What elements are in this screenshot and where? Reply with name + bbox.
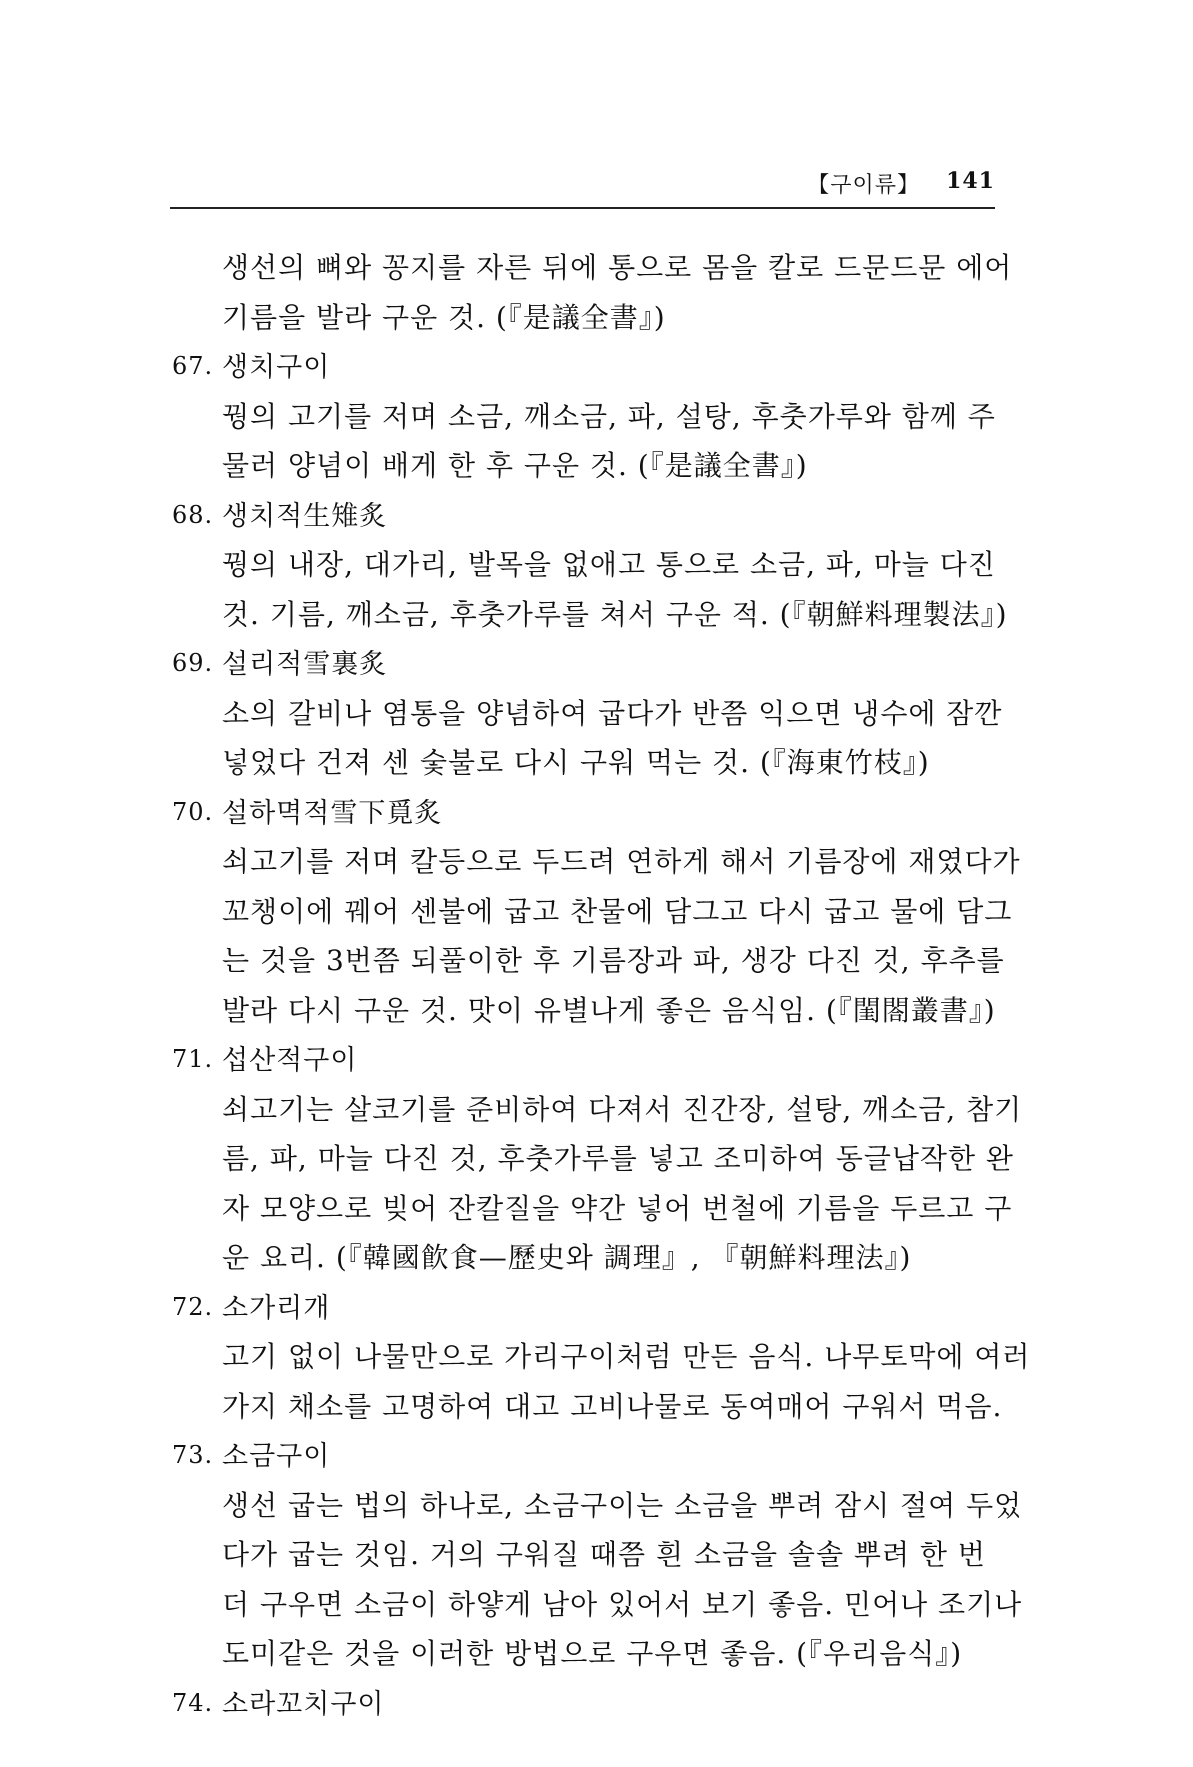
entry-heading — [172, 491, 1002, 541]
entry-text-line: 가지 채소를 고명하여 대고 고비나물로 동여매어 구워서 먹음. — [222, 1389, 1003, 1423]
entry-text-line: 소의 갈비나 염통을 양념하여 굽다가 반쯤 익으면 냉수에 잠깐 — [222, 696, 1003, 730]
intro-line: 생선의 뼈와 꽁지를 자른 뒤에 통으로 몸을 칼로 드문드문 에어 — [222, 251, 1013, 284]
entry-text-line: 름, 파, 마늘 다진 것, 후춧가루를 넣고 조미하여 동글납작한 완 — [222, 1142, 1014, 1175]
section-title: 【구이류】 — [807, 173, 920, 198]
entry-heading — [172, 639, 1002, 689]
entry-text-line: 꿩의 내장, 대가리, 발목을 없애고 통으로 소금, 파, 마늘 다진 — [222, 548, 996, 581]
entry-text-line: 쇠고기는 살코기를 준비하여 다져서 진간장, 설탕, 깨소금, 참기 — [222, 1092, 1023, 1126]
entry-number: 68. — [172, 500, 214, 529]
entry-number: 73. — [172, 1441, 214, 1469]
entry-text-line: 자 모양으로 빚어 잔칼질을 약간 넣어 번철에 기름을 두르고 구 — [222, 1191, 1013, 1225]
page-body — [172, 243, 1031, 1728]
entry-number: 72. — [172, 1292, 214, 1321]
intro-line: 기름을 발라 구운 것. (『是議全書』) — [222, 300, 666, 334]
entry-heading — [172, 788, 1002, 838]
entry-heading — [172, 1679, 1002, 1729]
entry-text-line: 다가 굽는 것임. 거의 구워질 때쯤 흰 소금을 솔솔 뿌려 한 번 — [222, 1538, 986, 1571]
entry-number: 71. — [172, 1045, 214, 1073]
entry-text-line: 것. 기름, 깨소금, 후춧가루를 쳐서 구운 적. (『朝鮮料理製法』) — [222, 597, 1008, 631]
entry-text-line: 더 구우면 소금이 하얗게 남아 있어서 보기 좋음. 민어나 조기나 — [222, 1587, 1023, 1621]
entry-text-line: 도미같은 것을 이러한 방법으로 구우면 좋음. (『우리음식』) — [222, 1637, 963, 1670]
entry-text-line: 쇠고기를 저며 칼등으로 두드려 연하게 해서 기름장에 재였다가 — [222, 845, 1021, 878]
entry-heading — [172, 1035, 1002, 1085]
entry-text-line: 꼬챙이에 꿰어 센불에 굽고 찬물에 담그고 다시 굽고 물에 담그 — [222, 894, 1013, 928]
entry-number: 74. — [172, 1688, 214, 1717]
entry-heading — [172, 1283, 1002, 1333]
entry-title: 소라꼬치구이 — [222, 1688, 385, 1720]
entry-title: 생치구이 — [222, 352, 331, 383]
entry-text-line: 운 요리. (『韓國飮食—歷史와 調理』, 『朝鮮料理法』) — [222, 1241, 912, 1274]
entry-number: 69. — [172, 649, 214, 677]
entry-text-line: 생선 굽는 법의 하나로, 소금구이는 소금을 뿌려 잠시 절여 두었 — [222, 1488, 1023, 1522]
entry-text-line: 발라 다시 구운 것. 맛이 유별나게 좋은 음식임. (『閨閤叢書』) — [222, 993, 996, 1027]
entry-number: 70. — [172, 797, 214, 826]
entry-heading — [172, 1431, 1002, 1481]
page-number: 141 — [946, 168, 995, 194]
entry-text-line: 고기 없이 나물만으로 가리구이처럼 만든 음식. 나무토막에 여러 — [222, 1340, 1031, 1373]
header-rule — [170, 207, 995, 209]
entry-text-line: 는 것을 3번쯤 되풀이한 후 기름장과 파, 생강 다진 것, 후추를 — [222, 944, 1005, 977]
entry-title: 소금구이 — [222, 1441, 331, 1472]
entry-title: 섭산적구이 — [222, 1045, 358, 1076]
entry-heading — [172, 342, 1002, 392]
entry-title: 설하멱적雪下覓炙 — [222, 797, 443, 829]
entry-title: 소가리개 — [222, 1292, 331, 1324]
running-header — [170, 168, 995, 204]
entry-number: 67. — [172, 352, 214, 380]
entry-text-line: 넣었다 건져 센 숯불로 다시 구워 먹는 것. (『海東竹枝』) — [222, 746, 930, 779]
entry-text-line: 꿩의 고기를 저며 소금, 깨소금, 파, 설탕, 후춧가루와 함께 주 — [222, 399, 996, 433]
entry-text-line: 물러 양념이 배게 한 후 구운 것. (『是議全書』) — [222, 449, 808, 482]
entry-title: 설리적雪裏炙 — [222, 649, 388, 680]
entry-title: 생치적生雉炙 — [222, 500, 388, 532]
